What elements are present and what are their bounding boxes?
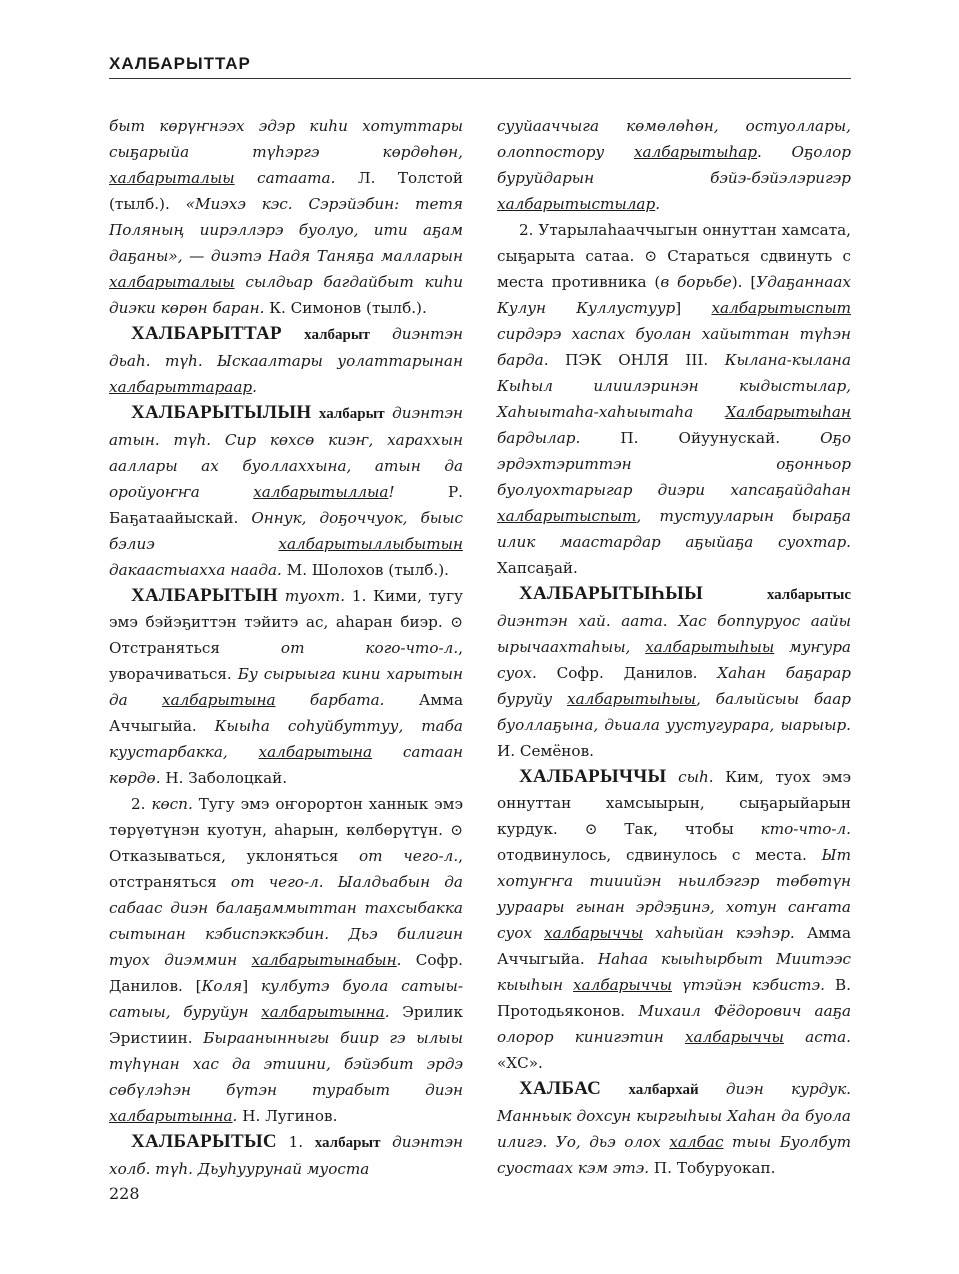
page-number: 228 — [109, 1184, 140, 1203]
left-column-entry: быт көрүҥнээх эдэр киһи хотуттары сыҕарыйа түһэргэ көрдөһөн, халбарыталыы сатаата. Л. Толстой (тылб.). «Миэхэ кэс. Сэрэйэбин: тетя Поляның иирэллэрэ буолуо, ити аҕам даҕаны», — диэтэ Надя Таняҕа малларын халбарыталыы сылдьар багдайбыт киһи диэки көрөн баран. К. Симонов (тылб.). — [109, 117, 463, 317]
left-column-entry: ХАЛБАРЫТТАР халбарыт диэнтэн дьаһ. түһ. Ыскаалтары уолаттарынан халбарыттараар. — [109, 323, 463, 396]
header-rule — [109, 78, 851, 79]
left-column — [109, 113, 463, 1182]
running-header: ХАЛБАРЫТТАР — [109, 54, 251, 73]
right-column-entry: ХАЛБАС халбархай диэн курдук. Манньык дохсун кыргыһыы Хаһан да буола илигэ. Уо, дьэ олох халбас тыы Буолбут суостаах кэм этэ. П. Тобуруокап. — [497, 1078, 852, 1177]
right-column-entry: 2. Утарылаһааччыгын оннуттан хамсата, сыҕарыта сатаа. ⊙ Стараться сдвинуть с места противника (в борьбе). [Удаҕаннаах Кулун Куллустуур] халбарытыспыт сирдэрэ хаспах буолан хайыттан түһэн барда. ПЭК ОНЛЯ III. Кылана-кылана Кыһыл илиилэринэн кыдыстылар, Хаһыытаһа-хаһыытаһа Халбарытыһан бардылар. П. Ойуунускай. Оҕо эрдэхтэриттэн оҕонньор буолуохтарыгар диэри хапсаҕайдаһан халбарытыспыт, тустууларын быраҕа илик маастардар аҕыйаҕа суохтар. Хапсаҕай. — [497, 221, 851, 577]
right-column — [497, 113, 851, 1181]
left-column-entry: 2. көсп. Тугу эмэ оҥорортон ханнык эмэ төрүөтүнэн куотун, аһарын, көлбөрүтүн. ⊙ Отказываться, уклоняться от чего-л., отстраняться от чего-л. Ыалдьабын да сабаас диэн балаҕаммыттан тахсыбакка сытынан кэбиспэккэбин. Дьэ билигин туох диэммин халбарытынабын. Софр. Данилов. [Коля] кулбутэ буола сатыы-сатыы, буруйун халбарытынна. Эрилик Эристиин. Быраанынныгы биир гэ ылыы түһүнан хас да этиини, бэйэбит эрдэ сөбүлэһэн бүтэн турабыт диэн халбарытынна. Н. Лугинов. — [109, 795, 463, 1125]
left-column-entry: ХАЛБАРЫТЫЛЫН халбарыт диэнтэн атын. түһ. Сир көхсө киэҥ, хараххын ааллары ах буоллаххына, атын да оройуоҥҥа халбарытыллыа! Р. Баҕатаайыскай. Оннук, доҕоччуок, быыс бэлиэ халбарытыллыбытын дакаастыахха наада. М. Шолохов (тылб.). — [109, 402, 464, 579]
right-column-entry: сууйааччыга көмөлөһөн, остуоллары, олоппостору халбарытыһар. Оҕолор буруйдарын бэйэ-бэйэлэригэр халбарытыстылар. — [497, 117, 852, 213]
right-column-entry: ХАЛБАРЫТЫҺЫЫ халбарытыс диэнтэн хай. аата. Хас боппуруос аайы ырычаахтаһыы, халбарытыһыы муҥура суох. Софр. Данилов. Хаһан баҕарар буруйу халбарытыһыы, балыйсыы баар буоллаҕына, дьиала уустугурара, ыарыыр. И. Семёнов. — [497, 583, 851, 760]
left-column-entry: ХАЛБАРЫТЫС 1. халбарыт диэнтэн холб. түһ. Дьуһуурунай муоста — [109, 1131, 463, 1178]
right-column-entry: ХАЛБАРЫЧЧЫ сыһ. Ким, туох эмэ оннуттан хамсыырын, сыҕарыйарын курдук. ⊙ Так, чтобы кто-что-л. отодвинулось, сдвинулось с места. Ыт хотуҥҥа тииийэн ньилбэгэр төбөтүн уураары гынан эрдэҕинэ, хотун саҥата суох халбарыччы хаһыйан кээһэр. Амма Аччыгыйа. Наһаа кыыһырбыт Миитээс кыыһын халбарыччы үтэйэн кэбистэ. В. Протодьяконов. Михаил Фёдорович ааҕа олорор кинигэтин халбарыччы аста. «ХС». — [497, 766, 852, 1072]
left-column-entry: ХАЛБАРЫТЫН туохт. 1. Кими, тугу эмэ бэйэҕиттэн тэйитэ ас, аһаран биэр. ⊙ Отстраняться от кого-что-л., уворачиваться. Бу сырыыга кини харытын да халбарытына барбата. Амма Аччыгыйа. Кыыһа соһуйбуттуу, таба куустарбакка, халбарытына сатаан көрдө. Н. Заболоцкай. — [109, 585, 464, 787]
